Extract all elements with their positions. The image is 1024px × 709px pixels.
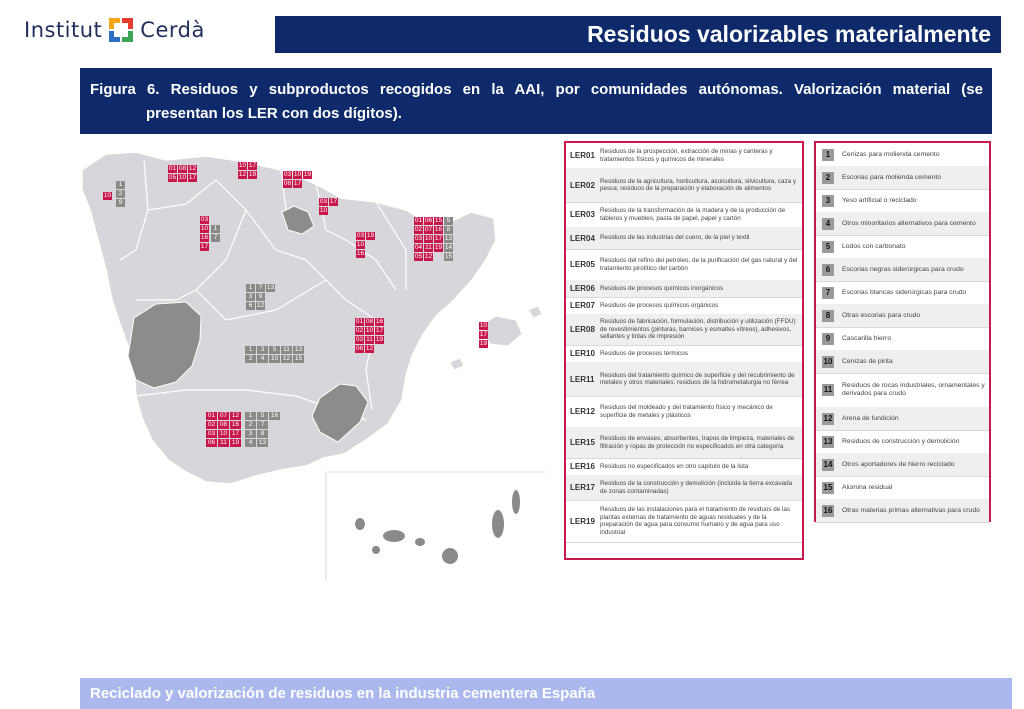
category-row xyxy=(816,304,989,328)
map-code: 02 xyxy=(355,327,364,334)
map-code: 13 xyxy=(294,346,303,353)
category-number: 6 xyxy=(822,264,834,276)
ler-code: LER15 xyxy=(570,438,595,447)
map-code: 17 xyxy=(200,243,209,250)
map-code: 1 xyxy=(116,181,125,189)
map-code: 04 xyxy=(414,244,423,251)
map-code: 9 xyxy=(116,199,125,207)
aragon-codes xyxy=(356,232,375,258)
map-code: 16 xyxy=(356,250,365,257)
category-label: Otros aportadores de hierro reciclado xyxy=(842,460,955,468)
ler-code: LER12 xyxy=(570,407,595,416)
ler-description: Residuos de procesos químicos inorgánicos xyxy=(600,284,724,292)
ler-description: Residuos de las instalaciones para el tratamiento de residuos de las plantas externas de tratamiento de aguas residuales y de la preparación de agua para consumo humano y de agua para uso industrial xyxy=(600,506,791,536)
ler-description: Residuos de la agricultura, horticultura, acuicultura, silvicultura, caza y pesca; residuos de la preparación y elaboración de alimentos xyxy=(600,177,796,192)
category-row xyxy=(816,373,989,408)
ler-row xyxy=(566,396,802,428)
map-code: 11 xyxy=(281,346,292,354)
ler-description: Residuos del moldeado y del tratamiento físico y mecánico de superficie de metales y plásticos xyxy=(600,404,773,419)
valencia-codes xyxy=(355,318,384,353)
category-label: Escorias blancas siderúrgicas para crudo xyxy=(842,288,967,296)
map-code: 10 xyxy=(356,241,365,248)
map-code: 16 xyxy=(231,421,240,428)
map-code: 05 xyxy=(168,174,177,181)
map-code: 03 xyxy=(200,216,209,223)
map-code: 06 xyxy=(424,217,433,224)
map-code: 9 xyxy=(256,293,265,301)
category-label: Lodos con carbonato xyxy=(842,242,906,250)
category-number: 2 xyxy=(822,172,834,184)
map-code: 8 xyxy=(444,226,453,234)
ler-row xyxy=(566,280,802,298)
galicia-red-single xyxy=(103,192,112,200)
map-code: 10 xyxy=(103,192,112,199)
ler-code: LER11 xyxy=(570,374,595,384)
map-code: 17 xyxy=(231,430,240,437)
category-label: Escorias negras siderúrgicas para crudo xyxy=(842,265,964,273)
map-code: 12 xyxy=(365,345,374,352)
map-code: 03 xyxy=(356,232,365,239)
map-code: 03 xyxy=(414,235,423,242)
category-label: Residuos de construcción y demolición xyxy=(842,437,960,445)
map-code: 12 xyxy=(424,253,433,260)
figure-caption xyxy=(80,68,992,134)
map-code: 10 xyxy=(293,171,302,178)
map-code: 07 xyxy=(219,412,228,419)
map-code: 03 xyxy=(355,336,364,343)
category-number: 13 xyxy=(823,436,833,446)
map-code: 8 xyxy=(257,430,268,438)
ler-row xyxy=(566,227,802,250)
category-row xyxy=(816,281,989,305)
footer-banner: Reciclado y valorización de residuos en la industria cementera España xyxy=(80,678,1012,709)
map-code: 01 xyxy=(207,412,216,419)
category-label: Otras escorias para crudo xyxy=(842,311,921,319)
map-code: 1 xyxy=(245,346,256,354)
category-label: Alúmina residual xyxy=(842,483,893,491)
map-code: 08 xyxy=(219,421,228,428)
map-code: 08 xyxy=(365,318,374,325)
andalucia-grey-codes xyxy=(245,412,280,447)
map-code: 01 xyxy=(414,217,423,224)
map-code: 16 xyxy=(270,412,279,419)
cantabria-codes xyxy=(283,171,312,188)
category-number: 1 xyxy=(822,149,834,161)
ler-code: LER05 xyxy=(570,260,595,269)
category-row xyxy=(816,407,989,431)
category-row xyxy=(816,327,989,351)
map-code: 11 xyxy=(425,244,432,251)
ler-code: LER16 xyxy=(570,462,595,471)
map-code-empty xyxy=(269,430,280,438)
map-code: 10 xyxy=(270,355,279,362)
map-code: 10 xyxy=(219,430,228,437)
map-code: 7 xyxy=(257,421,268,429)
category-label: Yeso artificial o reciclado xyxy=(842,196,917,204)
ler-code: LER08 xyxy=(570,325,595,334)
canarias-islands xyxy=(355,490,520,564)
map-code: 19 xyxy=(366,232,375,239)
ler-row xyxy=(566,249,802,281)
map-code: 16 xyxy=(375,318,384,325)
category-number: 11 xyxy=(823,385,833,394)
category-label: Escorias para molienda cemento xyxy=(842,173,941,181)
map-code-empty xyxy=(366,250,375,258)
category-row xyxy=(816,453,989,477)
map-code: 13 xyxy=(444,235,453,242)
map-code: 06 xyxy=(283,180,292,187)
map-code: 06 xyxy=(355,345,364,352)
ler-row xyxy=(566,475,802,501)
category-number: 4 xyxy=(822,218,834,230)
map-code-empty xyxy=(269,421,280,429)
map-code: 05 xyxy=(414,253,423,260)
category-label: Otros minoritarios alternativos para cemento xyxy=(842,219,976,227)
ler-code: LER10 xyxy=(570,349,595,358)
category-number: 16 xyxy=(823,505,833,515)
ler-row xyxy=(566,143,802,169)
ler-row xyxy=(566,345,802,363)
ler-code: LER04 xyxy=(570,233,595,243)
category-row xyxy=(816,212,989,236)
galicia-red-codes xyxy=(168,165,197,182)
ler-code: LER03 xyxy=(570,210,595,219)
institut-cerda-logo xyxy=(24,14,205,46)
map-code: 7 xyxy=(256,284,265,292)
map-code: 2 xyxy=(245,421,256,429)
cyl-red-codes xyxy=(200,216,209,251)
map-code: 10 xyxy=(178,174,187,181)
map-code: 02 xyxy=(207,421,216,428)
figure-caption-line2: presentan los LER con dos dígitos). xyxy=(146,105,402,122)
map-code-empty xyxy=(366,241,375,249)
madrid-codes xyxy=(246,284,275,310)
map-code: 19 xyxy=(479,340,488,347)
category-label: Cascarilla hierro xyxy=(842,334,892,342)
map-code: 11 xyxy=(366,336,373,343)
category-number: 8 xyxy=(822,310,834,322)
ler-description: Residuos de la construcción y demolición (incluida la tierra excavada de zonas contaminadas) xyxy=(600,480,793,495)
category-label: Cenizas para molienda cemento xyxy=(842,150,940,158)
material-categories-table xyxy=(814,141,991,522)
spain-map-shape xyxy=(76,140,546,580)
map-code: 2 xyxy=(116,190,125,198)
map-code: 17 xyxy=(329,198,338,205)
ler-description: Residuos de procesos químicos orgánicos xyxy=(600,301,719,309)
ler-code: LER06 xyxy=(570,284,595,293)
ler-row xyxy=(566,202,802,228)
map-code: 17 xyxy=(293,180,302,187)
ler-description: Residuos de las industrias del cuero, de la piel y textil xyxy=(600,234,750,242)
ler-code: LER17 xyxy=(570,483,595,492)
ler-row xyxy=(566,314,802,346)
ler-row xyxy=(566,500,802,543)
map-code: 5 xyxy=(269,346,280,354)
map-code: 2 xyxy=(245,355,256,363)
category-row xyxy=(816,189,989,213)
map-code: 15 xyxy=(434,217,443,224)
map-code: 4 xyxy=(245,439,256,447)
map-code: 12 xyxy=(238,171,247,178)
category-row xyxy=(816,166,989,190)
logo-text-institut: Institut xyxy=(24,18,103,42)
category-number: 9 xyxy=(822,333,834,345)
map-code: 5 xyxy=(257,412,268,420)
map-code: 03 xyxy=(207,430,216,437)
map-code: 7 xyxy=(211,234,220,242)
map-code: 16 xyxy=(434,226,443,233)
category-row xyxy=(816,476,989,500)
map-code: 19 xyxy=(231,439,240,446)
map-code: 17 xyxy=(434,235,443,242)
map-code: 13 xyxy=(258,439,267,446)
map-code: 14 xyxy=(444,244,453,251)
map-code: 19 xyxy=(248,171,257,178)
cyl-grey-codes xyxy=(211,225,220,242)
category-row xyxy=(816,143,989,167)
map-code-empty xyxy=(434,253,443,261)
galicia-grey-codes xyxy=(116,181,125,207)
ler-row xyxy=(566,427,802,459)
baleares-codes xyxy=(479,322,488,348)
ler-codes-table xyxy=(564,141,804,560)
map-code: 19 xyxy=(303,171,312,178)
map-code: 17 xyxy=(375,327,384,334)
ler-description: Residuos del tratamiento químico de superficie y del recubrimiento de metales y otros materiales; residuos de la hidrometalurgia no férrea xyxy=(600,371,795,386)
category-row xyxy=(816,350,989,374)
map-code: 17 xyxy=(248,162,257,169)
map-code-empty xyxy=(266,293,275,301)
map-code: 02 xyxy=(414,226,423,233)
map-code: 6 xyxy=(246,302,255,310)
category-row xyxy=(816,258,989,282)
map-code: 12 xyxy=(231,412,240,419)
category-number: 3 xyxy=(822,195,834,207)
ler-description: Residuos de procesos térmicos xyxy=(600,349,688,357)
map-code: 1 xyxy=(246,284,255,292)
map-code: 10 xyxy=(238,162,247,169)
map-code: 3 xyxy=(257,346,268,354)
ler-description: Residuos de fabricación, formulación, distribución y utilización (FFDU) de revestimientos (pinturas, barnices y esmaltes vítreos), adhesivos, sellantes y tintas de impresión xyxy=(600,318,796,341)
category-label: Residuos de rocas industriales, ornamentales y derivados para crudo xyxy=(842,382,985,397)
map-code: 12 xyxy=(188,165,197,172)
category-row xyxy=(816,430,989,454)
asturias-codes xyxy=(238,162,257,179)
map-code: 1 xyxy=(245,412,256,420)
ler-code: LER07 xyxy=(570,301,595,310)
ler-description: Residuos no especificados en otro capítulo de la lista xyxy=(600,462,749,470)
ler-description: Residuos de la prospección, extracción de minas y canteras y tratamientos físicos y químicos de minerales xyxy=(600,148,773,163)
map-code: 4 xyxy=(257,355,268,363)
ler-code: LER01 xyxy=(570,151,595,160)
page-title: Residuos valorizables materialmente xyxy=(275,16,1001,53)
ler-row xyxy=(566,168,802,203)
map-code: 06 xyxy=(207,439,216,446)
map-code: 11 xyxy=(218,439,229,447)
map-code: 3 xyxy=(246,293,255,301)
clm-codes xyxy=(245,346,304,363)
logo-mark-icon xyxy=(108,17,134,43)
ler-description: Residuos de envases; absorbentes, trapos de limpieza, materiales de filtración y ropas de protección no especificados en otra categoría xyxy=(600,435,795,450)
map-code: 10 xyxy=(424,235,433,242)
cataluna-codes xyxy=(414,217,453,261)
category-number: 12 xyxy=(823,413,833,423)
logo-text-cerda: Cerdà xyxy=(140,18,205,42)
figure-caption-line1: Figura 6. Residuos y subproductos recogidos en la AAI, por comunidades autónomas. Valorización material (se xyxy=(90,81,983,98)
ler-row xyxy=(566,458,802,476)
map-code: 17 xyxy=(188,174,197,181)
category-label: Otras materias primas alternativas para crudo xyxy=(842,506,980,514)
paisvasco-codes xyxy=(319,198,338,215)
category-row xyxy=(816,499,989,523)
map-code: 5 xyxy=(444,217,453,225)
map-code: 13 xyxy=(266,284,275,291)
category-number: 15 xyxy=(823,482,833,492)
ler-description: Residuos del refino del petróleo, de la purificación del gas natural y del tratamiento pirolítico del carbón xyxy=(600,257,798,272)
category-label: Arena de fundición xyxy=(842,414,899,422)
map-code: 19 xyxy=(434,244,443,251)
map-code: 01 xyxy=(355,318,364,325)
category-row xyxy=(816,235,989,259)
map-code-empty xyxy=(329,207,338,215)
map-code: 07 xyxy=(424,226,433,233)
map-code: 10 xyxy=(200,225,209,232)
ler-code: LER19 xyxy=(570,516,595,526)
baleares-islands xyxy=(450,306,542,370)
ler-code: LER02 xyxy=(570,180,595,190)
map-code: 16 xyxy=(200,234,209,241)
map-code: 15 xyxy=(444,253,453,260)
category-number: 14 xyxy=(823,459,833,469)
map-code: 03 xyxy=(283,171,292,178)
map-code: 10 xyxy=(479,322,488,329)
map-code: 3 xyxy=(245,430,256,438)
map-code: 10 xyxy=(319,207,328,214)
map-code: 19 xyxy=(375,336,384,343)
map-code: 03 xyxy=(319,198,328,205)
map-code: 1 xyxy=(211,225,220,233)
map-code: 01 xyxy=(168,165,177,172)
map-code: 12 xyxy=(256,302,265,309)
map-code: 17 xyxy=(479,331,488,338)
category-number: 7 xyxy=(822,287,834,299)
category-number: 5 xyxy=(822,241,834,253)
category-label: Cenizas de pirita xyxy=(842,357,893,365)
andalucia-red-codes xyxy=(206,412,241,447)
ler-row xyxy=(566,362,802,397)
ler-description: Residuos de la transformación de la madera y de la producción de tableros y muebles, pasta de papel, papel y cartón xyxy=(600,207,786,222)
category-number: 10 xyxy=(823,356,833,366)
map-code: 10 xyxy=(365,327,374,334)
ler-row xyxy=(566,297,802,315)
map-code: 08 xyxy=(178,165,187,172)
map-code: 15 xyxy=(294,355,303,362)
map-code: 12 xyxy=(282,355,291,362)
spain-map xyxy=(76,140,546,580)
